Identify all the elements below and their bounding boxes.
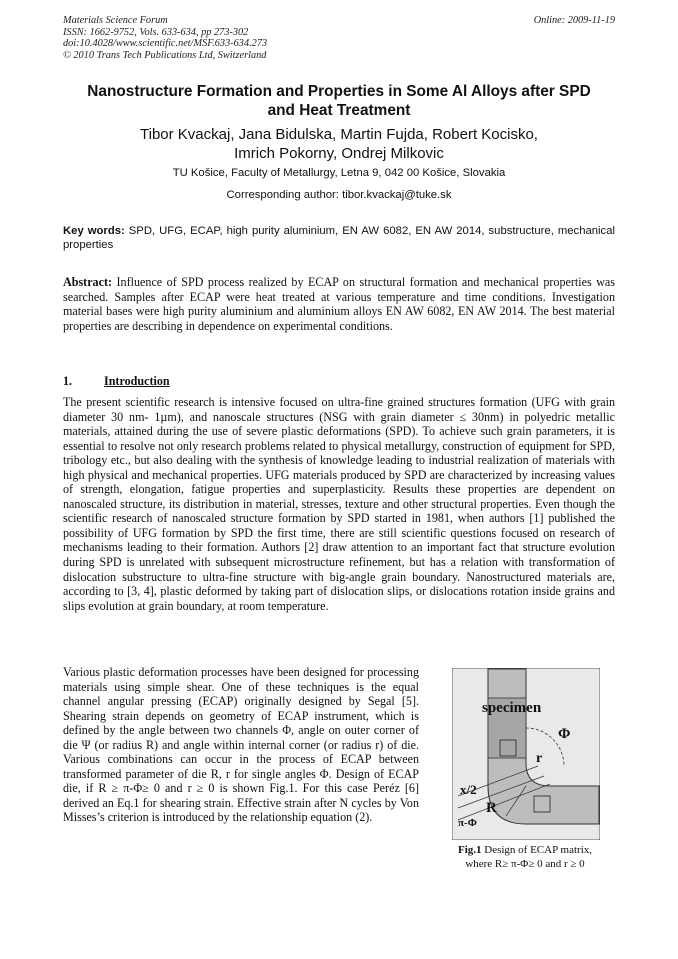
abstract-text: Influence of SPD process realized by ECAP on structural formation and mechanical properties was searched. Samples after ECAP were heat treated at various temperature and time conditions. Investigation material bases were high purity aluminium and aluminium alloys EN AW 6082, EN AW 2014. The best material properties are describing in dependence on experimental conditions. (63, 275, 615, 333)
ecap-paragraph: Various plastic deformation processes have been designed for processing materials using simple shear. One of these techniques is the equal channel angular pressing (ECAP) originally designed by Segal [5]. Shearing strain depends on geometry of ECAP instrument, which is defined by the angle between two channels Φ, angle on outer corner of die Ψ (or radius R) and angle within internal corner (or radius r) of die. Various combinations can occur in the process of ECAP between transformed parameter of die R, r for single angles Φ. Design of ECAP die, if R ≥ π-Φ≥ 0 and r ≥ 0 is shown Fig.1. For this case Peréz [6] derived an Eq.1 for shearing strain. Effective strain after N cycles by Von Misses’s criterion is introduced by the relationship equation (2). (63, 665, 419, 825)
caption-line-2: where R≥ π-Φ≥ 0 and r ≥ 0 (465, 857, 585, 870)
paper-title (63, 82, 615, 120)
title-line-1: Nanostructure Formation and Properties in Some Al Alloys after SPD (87, 83, 591, 100)
abstract-label: Abstract: (63, 275, 113, 289)
caption-line-1 (436, 844, 614, 858)
caption-text: Design of ECAP matrix, (481, 844, 593, 856)
journal-name: Materials Science Forum (63, 15, 168, 26)
abstract (63, 275, 615, 333)
label-specimen: specimen (482, 700, 542, 716)
caption-label: Fig.1 (457, 844, 482, 856)
keywords-text: SPD, UFG, ECAP, high purity aluminium, EN AW 6082, EN AW 2014, substructure, mechanical properties (63, 225, 615, 252)
section-number: 1. (63, 374, 73, 388)
copyright-line: © 2010 Trans Tech Publications Ltd, Switzerland (63, 49, 267, 61)
label-R: R (486, 800, 497, 816)
doi-line[interactable]: doi:10.4028/www.scientific.net/MSF.633-634.273 (63, 38, 268, 50)
title-line-2: and Heat Treatment (267, 102, 411, 119)
section-title: Introduction (104, 374, 170, 388)
label-pi-phi: π-Φ (458, 817, 477, 829)
label-r: r (536, 751, 543, 766)
issn-line: ISSN: 1662-9752, Vols. 633-634, pp 273-302 (63, 26, 249, 38)
corresponding-author: Corresponding author: tibor.kvackaj@tuke.sk (226, 189, 452, 201)
author-list (63, 125, 615, 163)
authors-line-1: Tibor Kvackaj, Jana Bidulska, Martin Fujda, Robert Kocisko, (140, 126, 538, 143)
online-date: Online: 2009-11-19 (533, 15, 615, 26)
keywords-label: Key words: (63, 225, 125, 237)
label-phi: Φ (558, 726, 571, 742)
authors-line-2: Imrich Pokorny, Ondrej Milkovic (234, 145, 444, 162)
label-x2: x/2 (460, 782, 477, 797)
affiliation: TU Košice, Faculty of Metallurgy, Letna 9, 042 00 Košice, Slovakia (172, 167, 506, 179)
keywords (63, 224, 615, 253)
ecap-die-figure (452, 668, 600, 840)
ecap-die-diagram (452, 668, 600, 840)
journal-header (63, 15, 267, 61)
figure-caption (436, 844, 614, 871)
intro-paragraph: The present scientific research is intensive focused on ultra-fine grained structures formation (UFG with grain diameter 30 nm- 1µm), and nanoscale structures (NSG with grain diameter ≤ 30nm) in polyedric metallic materials, attained during the use of severe plastic deformations (SPD). To achieve such grain parameters, it is essential to resolve not only research problems related to physical metallurgy, construction of equipment for SPD, tribology etc., but also dealing with the synthesis of knowledge leading to industrial realization of materials with high physical and mechanical properties. UFG materials produced by SPD are characterized by increasing values of strength, elongation, fatigue properties and superplasticity. Results these properties are dependent on nanoscaled structure, its distribution in material, stresses, texture and other structural properties. Even though the scientific research of nanoscaled structure formation by SPD started in 1981, when authors [1] published the possibility of UFG formation by SPD the first time, there are still scientific questions focused on research of mechanisms leading to their formation. Authors [2] draw attention to an important fact that structure evolution during SPD is unrelated with subsequent microstructure refinement, but has a relation with transformation of dislocation substructure to ultra-fine structure with big-angle grain boundary. Nanostructured materials are, according to [3, 4], plastic deformed by taking part of dislocation slips, or dislocations rotation inside grains and slips evolution at grain boundary, at room temperature. (63, 395, 615, 613)
